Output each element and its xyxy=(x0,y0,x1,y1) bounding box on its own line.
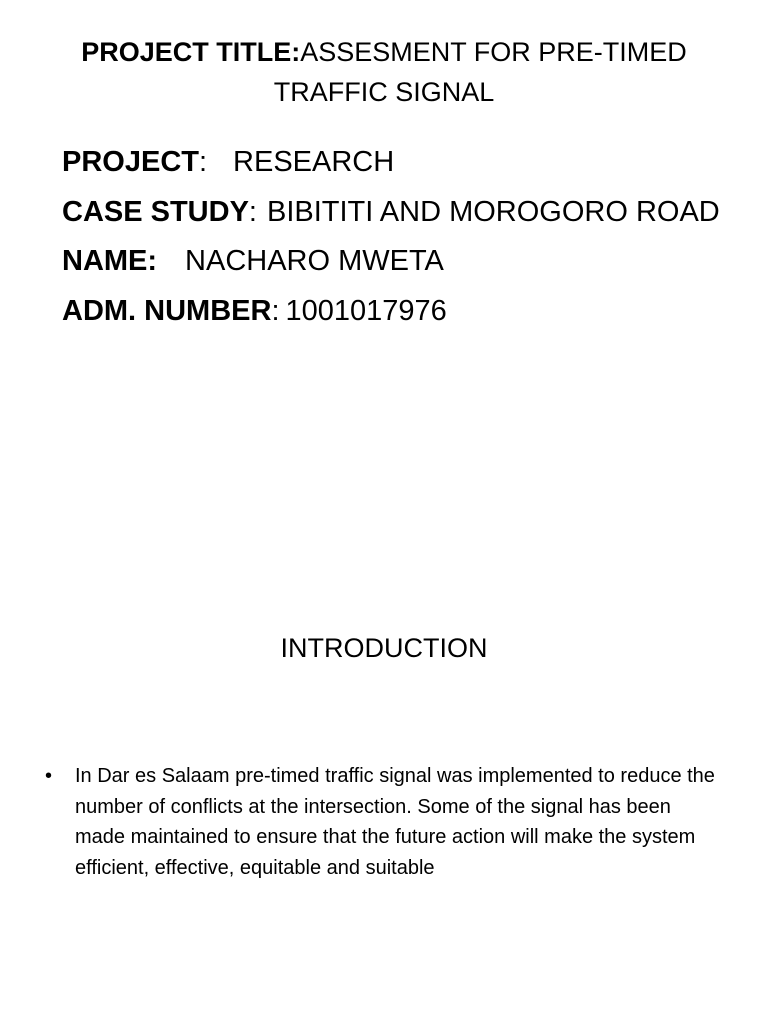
project-label: PROJECT xyxy=(62,146,199,178)
list-item xyxy=(45,761,725,883)
adm-number-label: ADM. NUMBER xyxy=(62,294,272,327)
adm-number-separator: : xyxy=(271,294,280,327)
case-study-separator: : xyxy=(248,195,257,228)
title-prefix: PROJECT TITLE: xyxy=(81,37,301,67)
project-value: RESEARCH xyxy=(233,146,395,178)
case-study-row xyxy=(62,188,752,238)
page-title xyxy=(40,32,728,112)
project-info xyxy=(62,138,752,336)
title-text: ASSESMENT FOR PRE-TIMED TRAFFIC SIGNAL xyxy=(273,37,687,107)
case-study-label: CASE STUDY xyxy=(62,195,249,228)
introduction-paragraph: In Dar es Salaam pre-timed traffic signal was implemented to reduce the number of conflicts at the intersection. Some of the signal has been made maintained to ensure that the future action will make the system efficient, effective, equitable and suitable xyxy=(75,765,715,879)
name-row xyxy=(62,237,752,287)
name-value: NACHARO MWETA xyxy=(185,245,444,277)
bullet-icon: • xyxy=(45,765,53,787)
adm-number-value: 1001017976 xyxy=(285,294,447,327)
name-label: NAME: xyxy=(62,245,158,277)
adm-number-row xyxy=(62,287,752,337)
project-row xyxy=(62,138,752,188)
introduction-heading: INTRODUCTION xyxy=(280,633,488,663)
project-separator: : xyxy=(198,146,208,178)
case-study-value: BIBITITI AND MOROGORO ROAD xyxy=(266,195,720,228)
